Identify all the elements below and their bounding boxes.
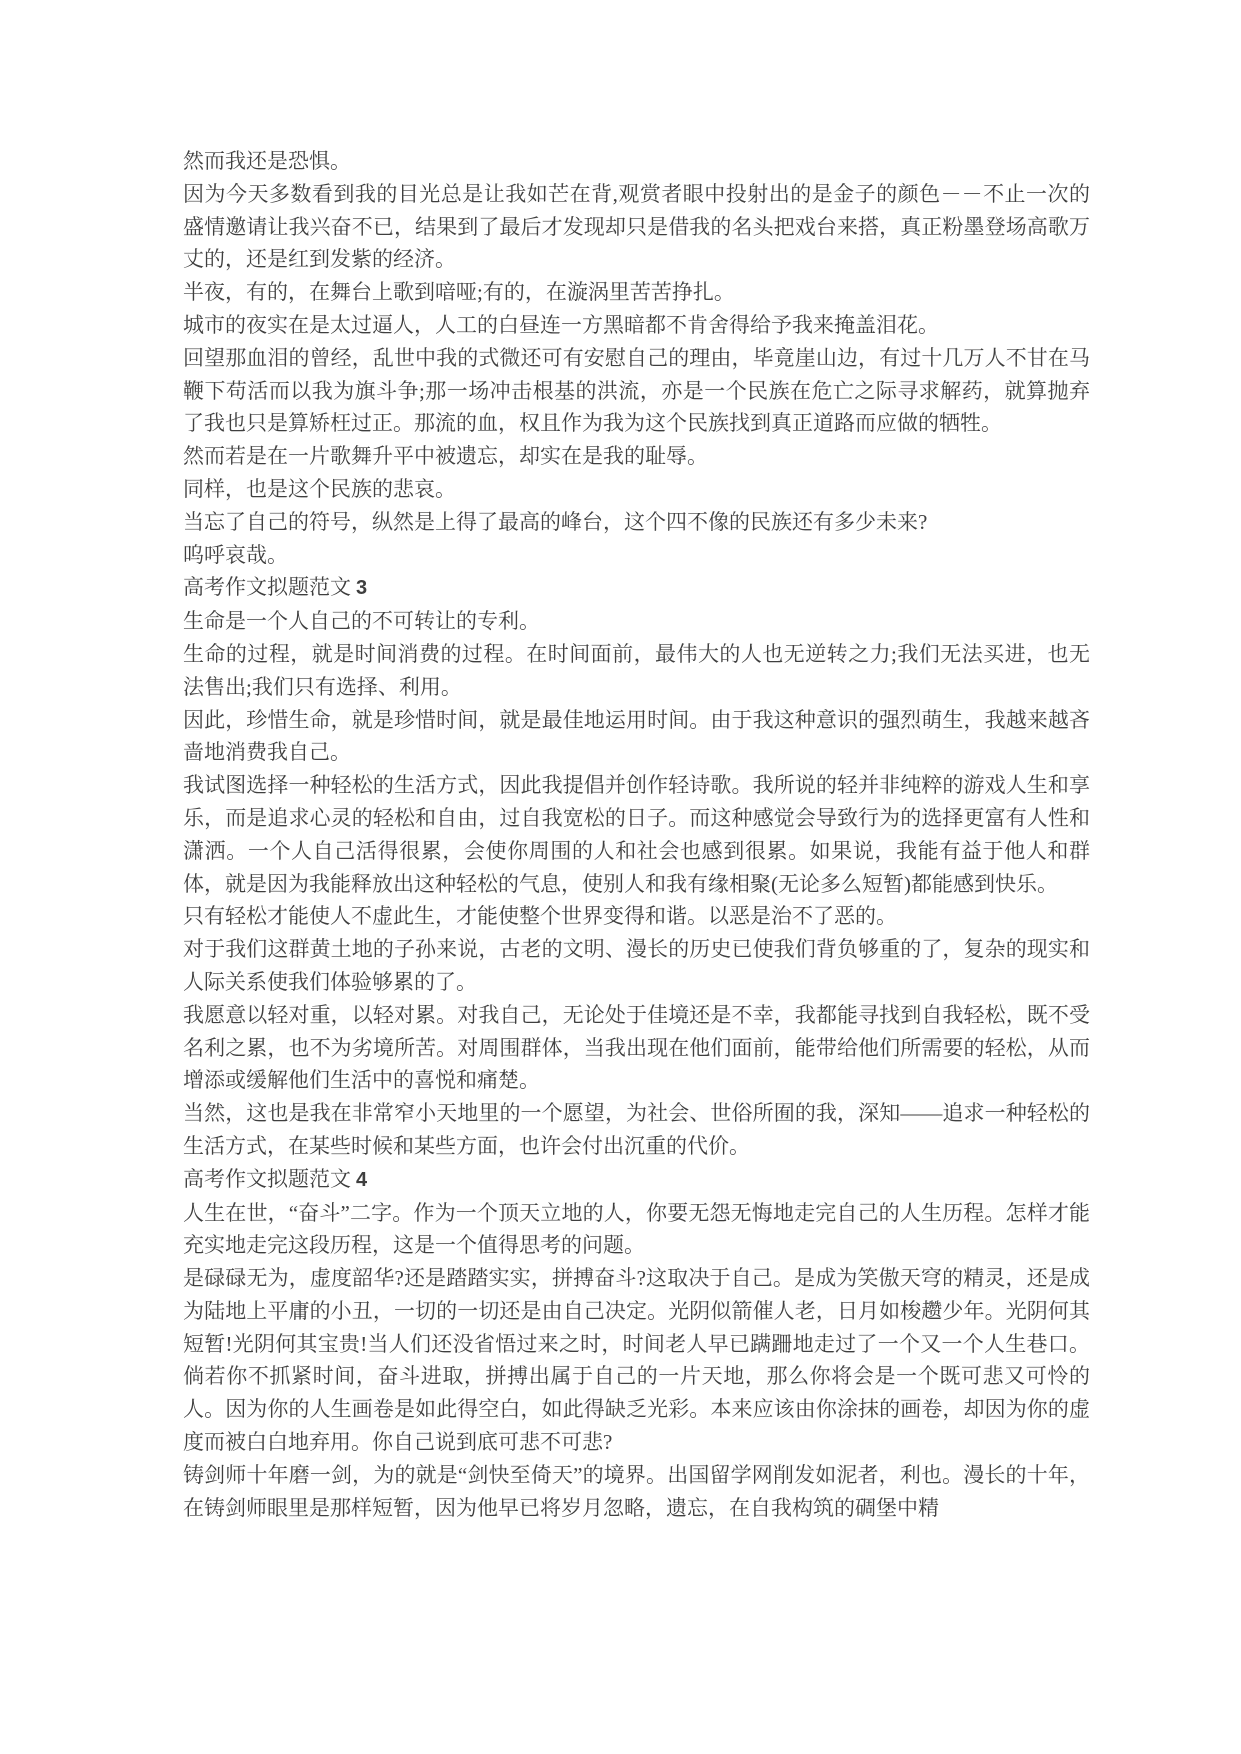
paragraph: 只有轻松才能使人不虚此生，才能使整个世界变得和谐。以恶是治不了恶的。 [183,904,897,929]
paragraph: 生命的过程，就是时间消费的过程。在时间面前，最伟大的人也无逆转之力;我们无法买进，也无法售出;我们只有选择、利用。 [183,641,1090,699]
section-heading-4 [183,1163,1090,1197]
paragraph: 然而我还是恐惧。 [183,149,351,173]
paragraph: 对于我们这群黄土地的子孙来说，古老的文明、漫长的历史已使我们背负够重的了，复杂的现实和人际关系使我们体验够累的了。 [183,937,1090,994]
paragraph: 是碌碌无为，虚度韶华?还是踏踏实实，拼搏奋斗?这取决于自己。是成为笑傲天穹的精灵，还是成为陆地上平庸的小丑，一切的一切还是由自己决定。光阴似箭催人老，日月如梭趱少年。光阴何其短暂!光阴何其宝贵!当人们还没省悟过来之时，时间老人早已蹒跚地走过了一个又一个人生巷口。倘若你不抓紧时间，奋斗进取，拼搏出属于自己的一片天地，那么你将会是一个既可悲又可怜的人。因为你的人生画卷是如此得空白，如此得缺乏光彩。本来应该由你涂抹的画卷，却因为你的虚度而被白白地弃用。你自己说到底可悲不可悲? [183,1266,1090,1455]
paragraph: 回望那血泪的曾经，乱世中我的式微还可有安慰自己的理由，毕竟崖山边，有过十几万人不甘在马鞭下苟活而以我为旗斗争;那一场冲击根基的洪流，亦是一个民族在危亡之际寻求解药，就算抛弃了我也只是算矫枉过正。那流的血，权且作为我为这个民族找到真正道路而应做的牺牲。 [183,345,1090,436]
paragraph: 同样，也是这个民族的悲哀。 [183,476,456,501]
paragraph: 我试图选择一种轻松的生活方式，因此我提倡并创作轻诗歌。我所说的轻并非纯粹的游戏人生和享乐，而是追求心灵的轻松和自由，过自我宽松的日子。而这种感觉会导致行为的选择更富有人性和潇洒。一个人自己活得很累，会使你周围的人和社会也感到很累。如果说，我能有益于他人和群体，就是因为我能释放出这种轻松的气息，使别人和我有缘相聚(无论多么短暂)都能感到快乐。 [183,773,1090,896]
document-body [183,145,1090,1524]
paragraph: 当然，这也是我在非常窄小天地里的一个愿望，为社会、世俗所囿的我，深知——追求一种轻松的生活方式，在某些时候和某些方面，也许会付出沉重的代价。 [183,1101,1090,1158]
section-heading-3 [183,571,1090,605]
paragraph: 铸剑师十年磨一剑，为的就是“剑快至倚天”的境界。出国留学网削发如泥者，利也。漫长的十年，在铸剑师眼里是那样短暂，因为他早已将岁月忽略，遗忘，在自我构筑的碉堡中精 [183,1462,1090,1520]
paragraph: 半夜，有的，在舞台上歌到喑哑;有的，在漩涡里苦苦挣扎。 [183,280,735,305]
paragraph: 然而若是在一片歌舞升平中被遗忘，却实在是我的耻辱。 [183,444,708,469]
section-heading-text: 高考作文拟题范文 [183,1166,351,1191]
paragraph: 我愿意以轻对重，以轻对累。对我自己，无论处于佳境还是不幸，我都能寻找到自我轻松，既不受名利之累，也不为劣境所苦。对周围群体，当我出现在他们面前，能带给他们所需要的轻松，从而增添或缓解他们生活中的喜悦和痛楚。 [183,1002,1090,1093]
paragraph: 人生在世，“奋斗”二字。作为一个顶天立地的人，你要无怨无悔地走完自己的人生历程。怎样才能充实地走完这段历程，这是一个值得思考的问题。 [183,1200,1090,1258]
paragraph: 当忘了自己的符号，纵然是上得了最高的峰台，这个四不像的民族还有多少未来? [183,509,928,534]
paragraph: 因此，珍惜生命，就是珍惜时间，就是最佳地运用时间。由于我这种意识的强烈萌生，我越来越吝啬地消费我自己。 [183,707,1090,765]
section-heading-number: 4 [356,1168,368,1191]
paragraph: 呜呼哀哉。 [183,542,288,567]
section-heading-number: 3 [356,577,368,600]
paragraph: 生命是一个人自己的不可转让的专利。 [183,609,540,634]
paragraph: 城市的夜实在是太过逼人，人工的白昼连一方黑暗都不肯舍得给予我来掩盖泪花。 [183,312,939,337]
section-heading-text: 高考作文拟题范文 [183,575,351,600]
paragraph: 因为今天多数看到我的目光总是让我如芒在背,观赏者眼中投射出的是金子的颜色－－不止一次的盛情邀请让我兴奋不已，结果到了最后才发现却只是借我的名头把戏台来搭，真正粉墨登场高歌万丈的，还是红到发紫的经济。 [183,181,1090,272]
